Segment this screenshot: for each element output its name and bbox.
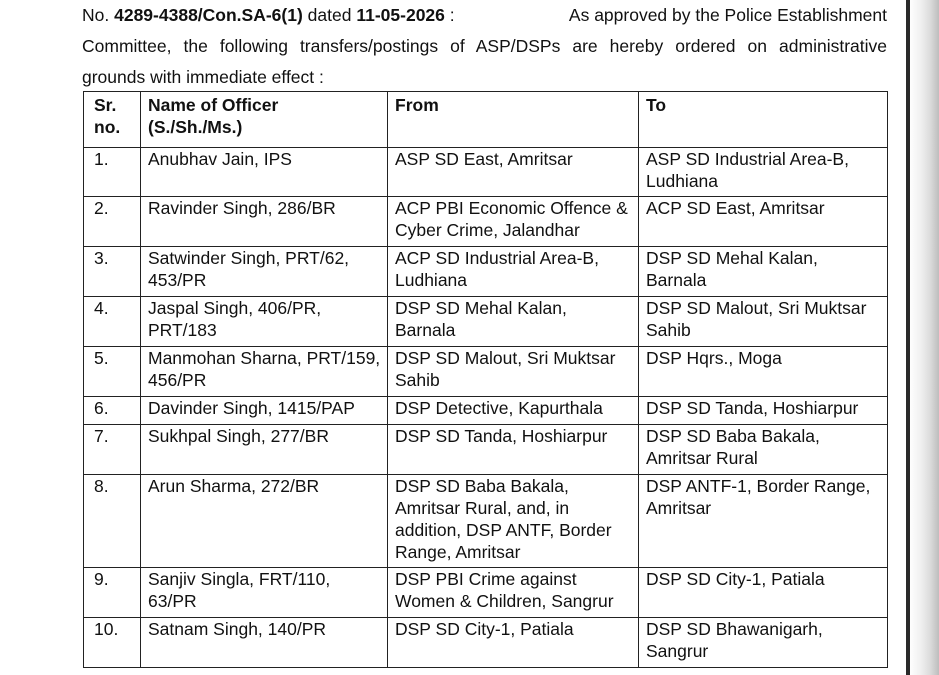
header-from: From [388, 92, 639, 148]
table-row [84, 148, 888, 197]
sr-cell: 3. [84, 247, 141, 297]
to-cell: DSP SD Tanda, Hoshiarpur [639, 397, 888, 425]
table-row [84, 247, 888, 297]
from-cell: DSP PBI Crime against Women & Children, Sangrur [388, 568, 639, 618]
intro-line-1 [82, 0, 887, 31]
sr-cell: 9. [84, 568, 141, 618]
header-sr-no: Sr. no. [84, 92, 141, 148]
from-cell: ACP PBI Economic Offence & Cyber Crime, Jalandhar [388, 197, 639, 247]
table-row [84, 347, 888, 397]
from-cell: DSP SD City-1, Patiala [388, 618, 639, 668]
table-row [84, 568, 888, 618]
page-shadow [909, 0, 939, 675]
sr-cell: 2. [84, 197, 141, 247]
table-row [84, 618, 888, 668]
officer-name-cell: Arun Sharma, 272/BR [141, 475, 388, 568]
table-row [84, 297, 888, 347]
to-cell: DSP SD Baba Bakala, Amritsar Rural [639, 425, 888, 475]
from-cell: DSP Detective, Kapurthala [388, 397, 639, 425]
approval-text-1: As approved by the Police Establishment [568, 5, 887, 25]
officer-name-cell: Ravinder Singh, 286/BR [141, 197, 388, 247]
order-prefix: No. [82, 5, 115, 25]
table-header-row [84, 92, 888, 148]
from-cell: ACP SD Industrial Area-B, Ludhiana [388, 247, 639, 297]
sr-cell: 6. [84, 397, 141, 425]
table-row [84, 397, 888, 425]
to-cell: DSP SD Malout, Sri Muktsar Sahib [639, 297, 888, 347]
order-number: 4289-4388/Con.SA-6(1) [114, 5, 303, 25]
from-cell: ASP SD East, Amritsar [388, 148, 639, 197]
approval-text-3: grounds with immediate effect : [82, 67, 324, 87]
from-cell: DSP SD Tanda, Hoshiarpur [388, 425, 639, 475]
dated-word: dated [302, 5, 357, 25]
header-name-of-officer: Name of Officer (S./Sh./Ms.) [141, 92, 388, 148]
to-cell: ACP SD East, Amritsar [639, 197, 888, 247]
sr-cell: 4. [84, 297, 141, 347]
from-cell: DSP SD Baba Bakala, Amritsar Rural, and, in addition, DSP ANTF, Border Range, Amritsar [388, 475, 639, 568]
from-cell: DSP SD Mehal Kalan, Barnala [388, 297, 639, 347]
from-cell: DSP SD Malout, Sri Muktsar Sahib [388, 347, 639, 397]
officer-name-cell: Satwinder Singh, PRT/62, 453/PR [141, 247, 388, 297]
order-intro [82, 0, 887, 93]
approval-text-2: Committee, the following transfers/postings of ASP/DSPs are hereby ordered on administrative [82, 36, 887, 56]
sr-cell: 1. [84, 148, 141, 197]
officer-name-cell: Sanjiv Singla, FRT/110, 63/PR [141, 568, 388, 618]
table-row [84, 197, 888, 247]
officer-name-cell: Anubhav Jain, IPS [141, 148, 388, 197]
to-cell: DSP SD Mehal Kalan, Barnala [639, 247, 888, 297]
to-cell: DSP Hqrs., Moga [639, 347, 888, 397]
order-date: 11-05-2026 [356, 5, 445, 25]
page-edge [906, 0, 910, 675]
sr-cell: 5. [84, 347, 141, 397]
sr-cell: 8. [84, 475, 141, 568]
sr-cell: 10. [84, 618, 141, 668]
header-to: To [639, 92, 888, 148]
to-cell: DSP ANTF-1, Border Range, Amritsar [639, 475, 888, 568]
date-colon: : [444, 5, 455, 25]
officer-name-cell: Satnam Singh, 140/PR [141, 618, 388, 668]
table-row [84, 475, 888, 568]
to-cell: DSP SD City-1, Patiala [639, 568, 888, 618]
officer-name-cell: Manmohan Sharna, PRT/159, 456/PR [141, 347, 388, 397]
officer-name-cell: Jaspal Singh, 406/PR, PRT/183 [141, 297, 388, 347]
table-row [84, 425, 888, 475]
officer-name-cell: Sukhpal Singh, 277/BR [141, 425, 388, 475]
transfer-table [83, 91, 888, 668]
officer-name-cell: Davinder Singh, 1415/PAP [141, 397, 388, 425]
to-cell: DSP SD Bhawanigarh, Sangrur [639, 618, 888, 668]
to-cell: ASP SD Industrial Area-B, Ludhiana [639, 148, 888, 197]
sr-cell: 7. [84, 425, 141, 475]
